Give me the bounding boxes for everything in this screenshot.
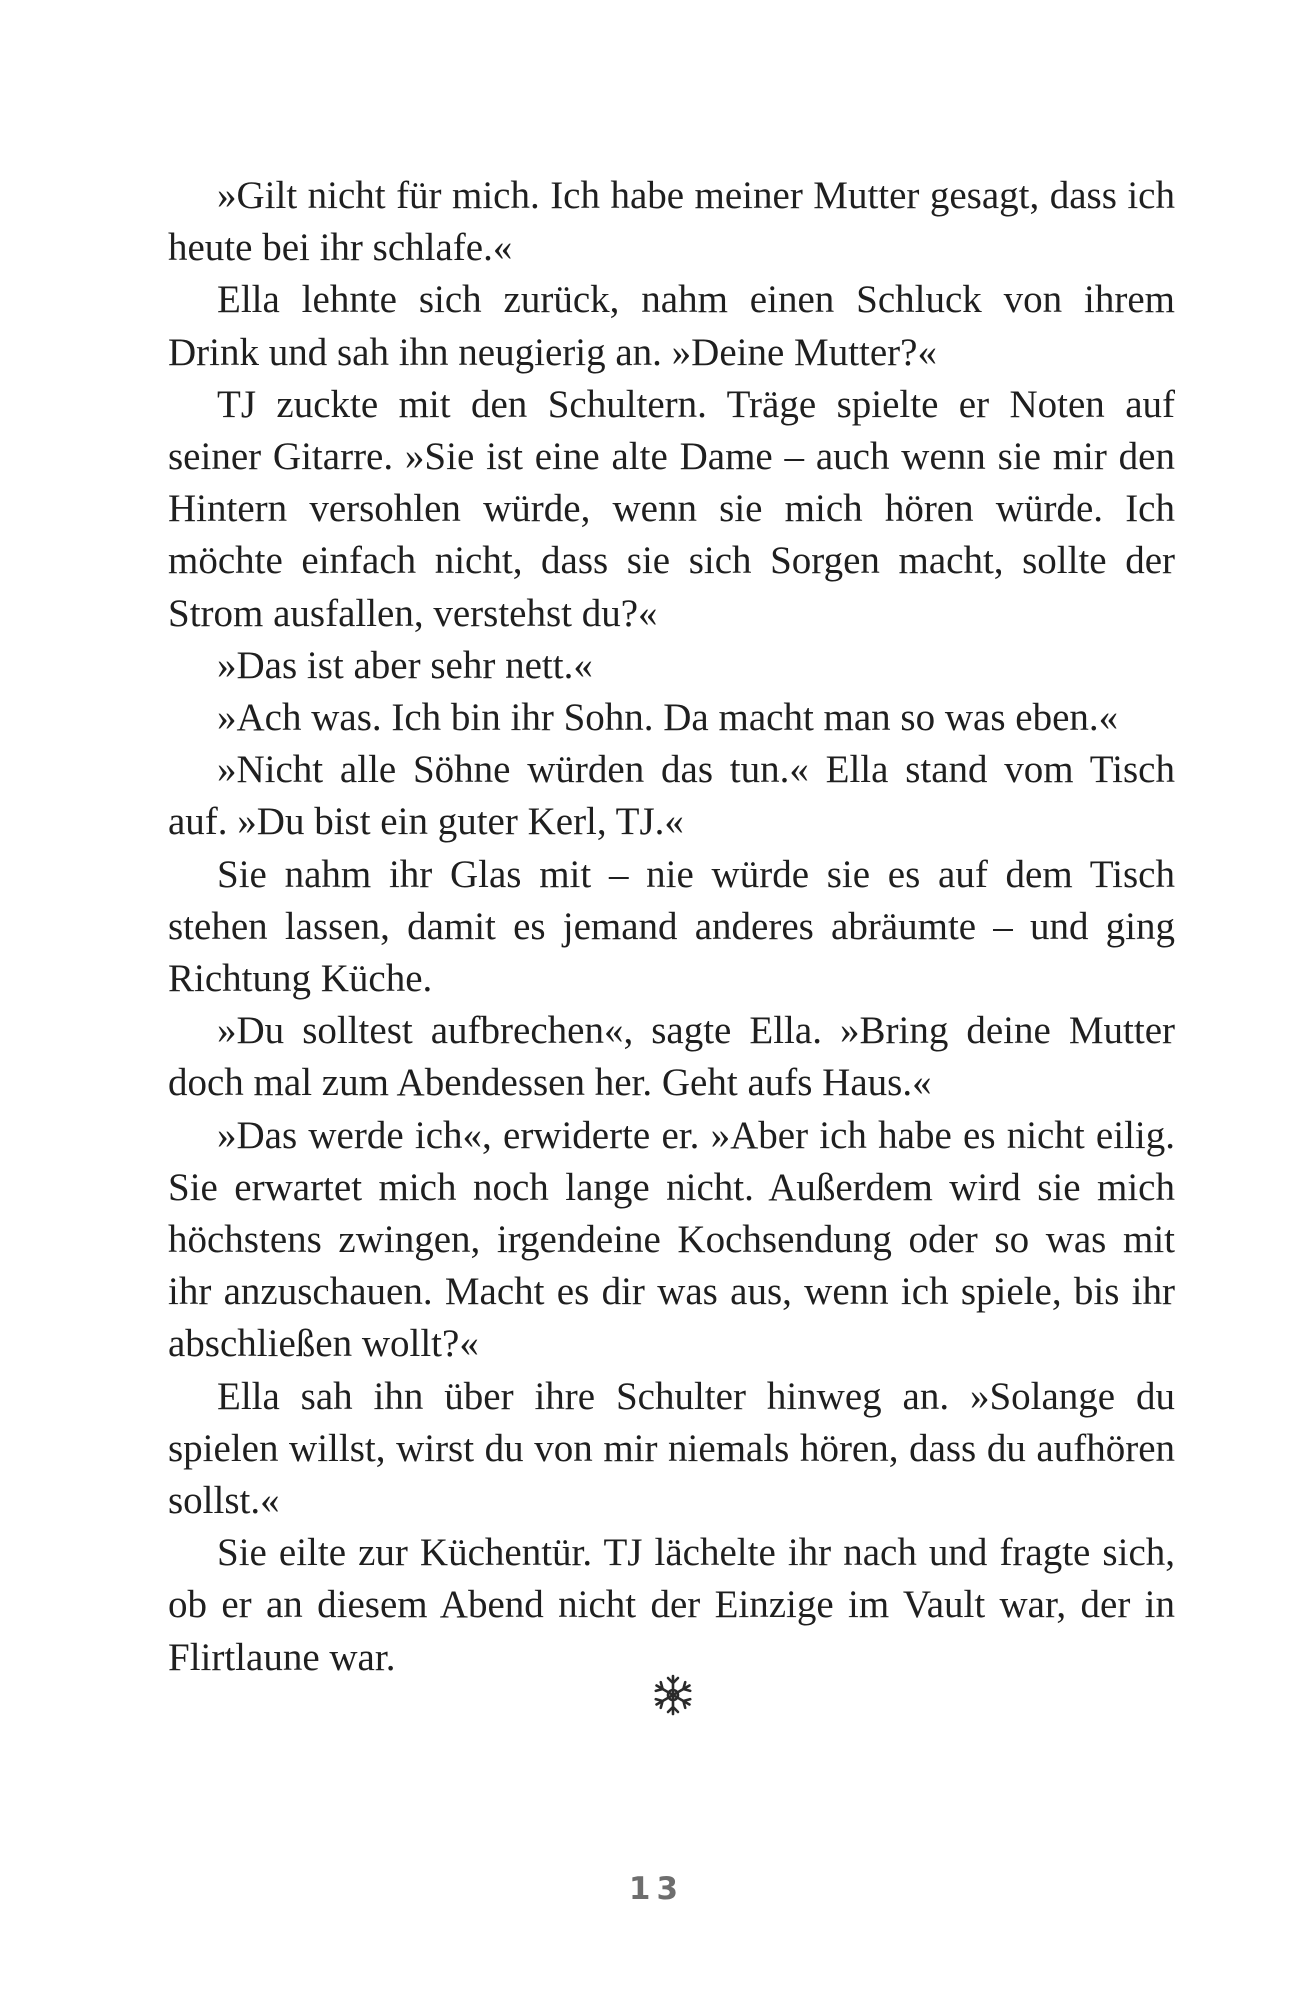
paragraph: »Nicht alle Söhne würden das tun.« Ella stand vom Tisch auf. »Du bist ein guter Kerl, TJ.«	[168, 748, 1175, 844]
paragraph: Ella lehnte sich zurück, nahm einen Schluck von ihrem Drink und sah ihn neugierig an. »Deine Mutter?«	[168, 278, 1175, 374]
paragraph: »Gilt nicht für mich. Ich habe meiner Mutter gesagt, dass ich heute bei ihr schlafe.«	[168, 174, 1175, 270]
paragraph: »Du solltest aufbrechen«, sagte Ella. »Bring deine Mutter doch mal zum Abendessen her. Geht aufs Haus.«	[168, 1009, 1175, 1105]
page-number: 13	[628, 1871, 685, 1907]
snowflake-icon	[651, 1673, 695, 1717]
paragraph: Sie eilte zur Küchentür. TJ lächelte ihr nach und fragte sich, ob er an diesem Abend nicht der Einzige im Vault war, der in Flirtlaune war.	[168, 1531, 1175, 1679]
paragraph: Ella sah ihn über ihre Schulter hinweg an. »Solange du spielen willst, wirst du von mir niemals hören, dass du aufhören sollst.«	[168, 1374, 1175, 1523]
paragraph: »Das werde ich«, erwiderte er. »Aber ich habe es nicht eilig. Sie erwartet mich noch lange nicht. Außerdem wird sie mich höchstens zwingen, irgendeine Kochsendung oder so was mit ihr anzuschauen. Macht es dir was aus, wenn ich spiele, bis ihr abschließen wollt?«	[168, 1113, 1175, 1366]
body-text	[168, 170, 1175, 1684]
paragraph: Sie nahm ihr Glas mit – nie würde sie es auf dem Tisch stehen lassen, damit es jemand anderes abräumte – und ging Richtung Küche.	[168, 852, 1175, 1001]
paragraph: TJ zuckte mit den Schultern. Träge spielte er Noten auf seiner Gitarre. »Sie ist eine alte Dame – auch wenn sie mir den Hintern versohlen würde, wenn sie mich hören würde. Ich möchte einfach nicht, dass sie sich Sorgen macht, sollte der Strom ausfallen, verstehst du?«	[168, 382, 1175, 635]
paragraph: »Ach was. Ich bin ihr Sohn. Da macht man so was eben.«	[217, 696, 1119, 740]
paragraph: »Das ist aber sehr nett.«	[217, 643, 593, 687]
